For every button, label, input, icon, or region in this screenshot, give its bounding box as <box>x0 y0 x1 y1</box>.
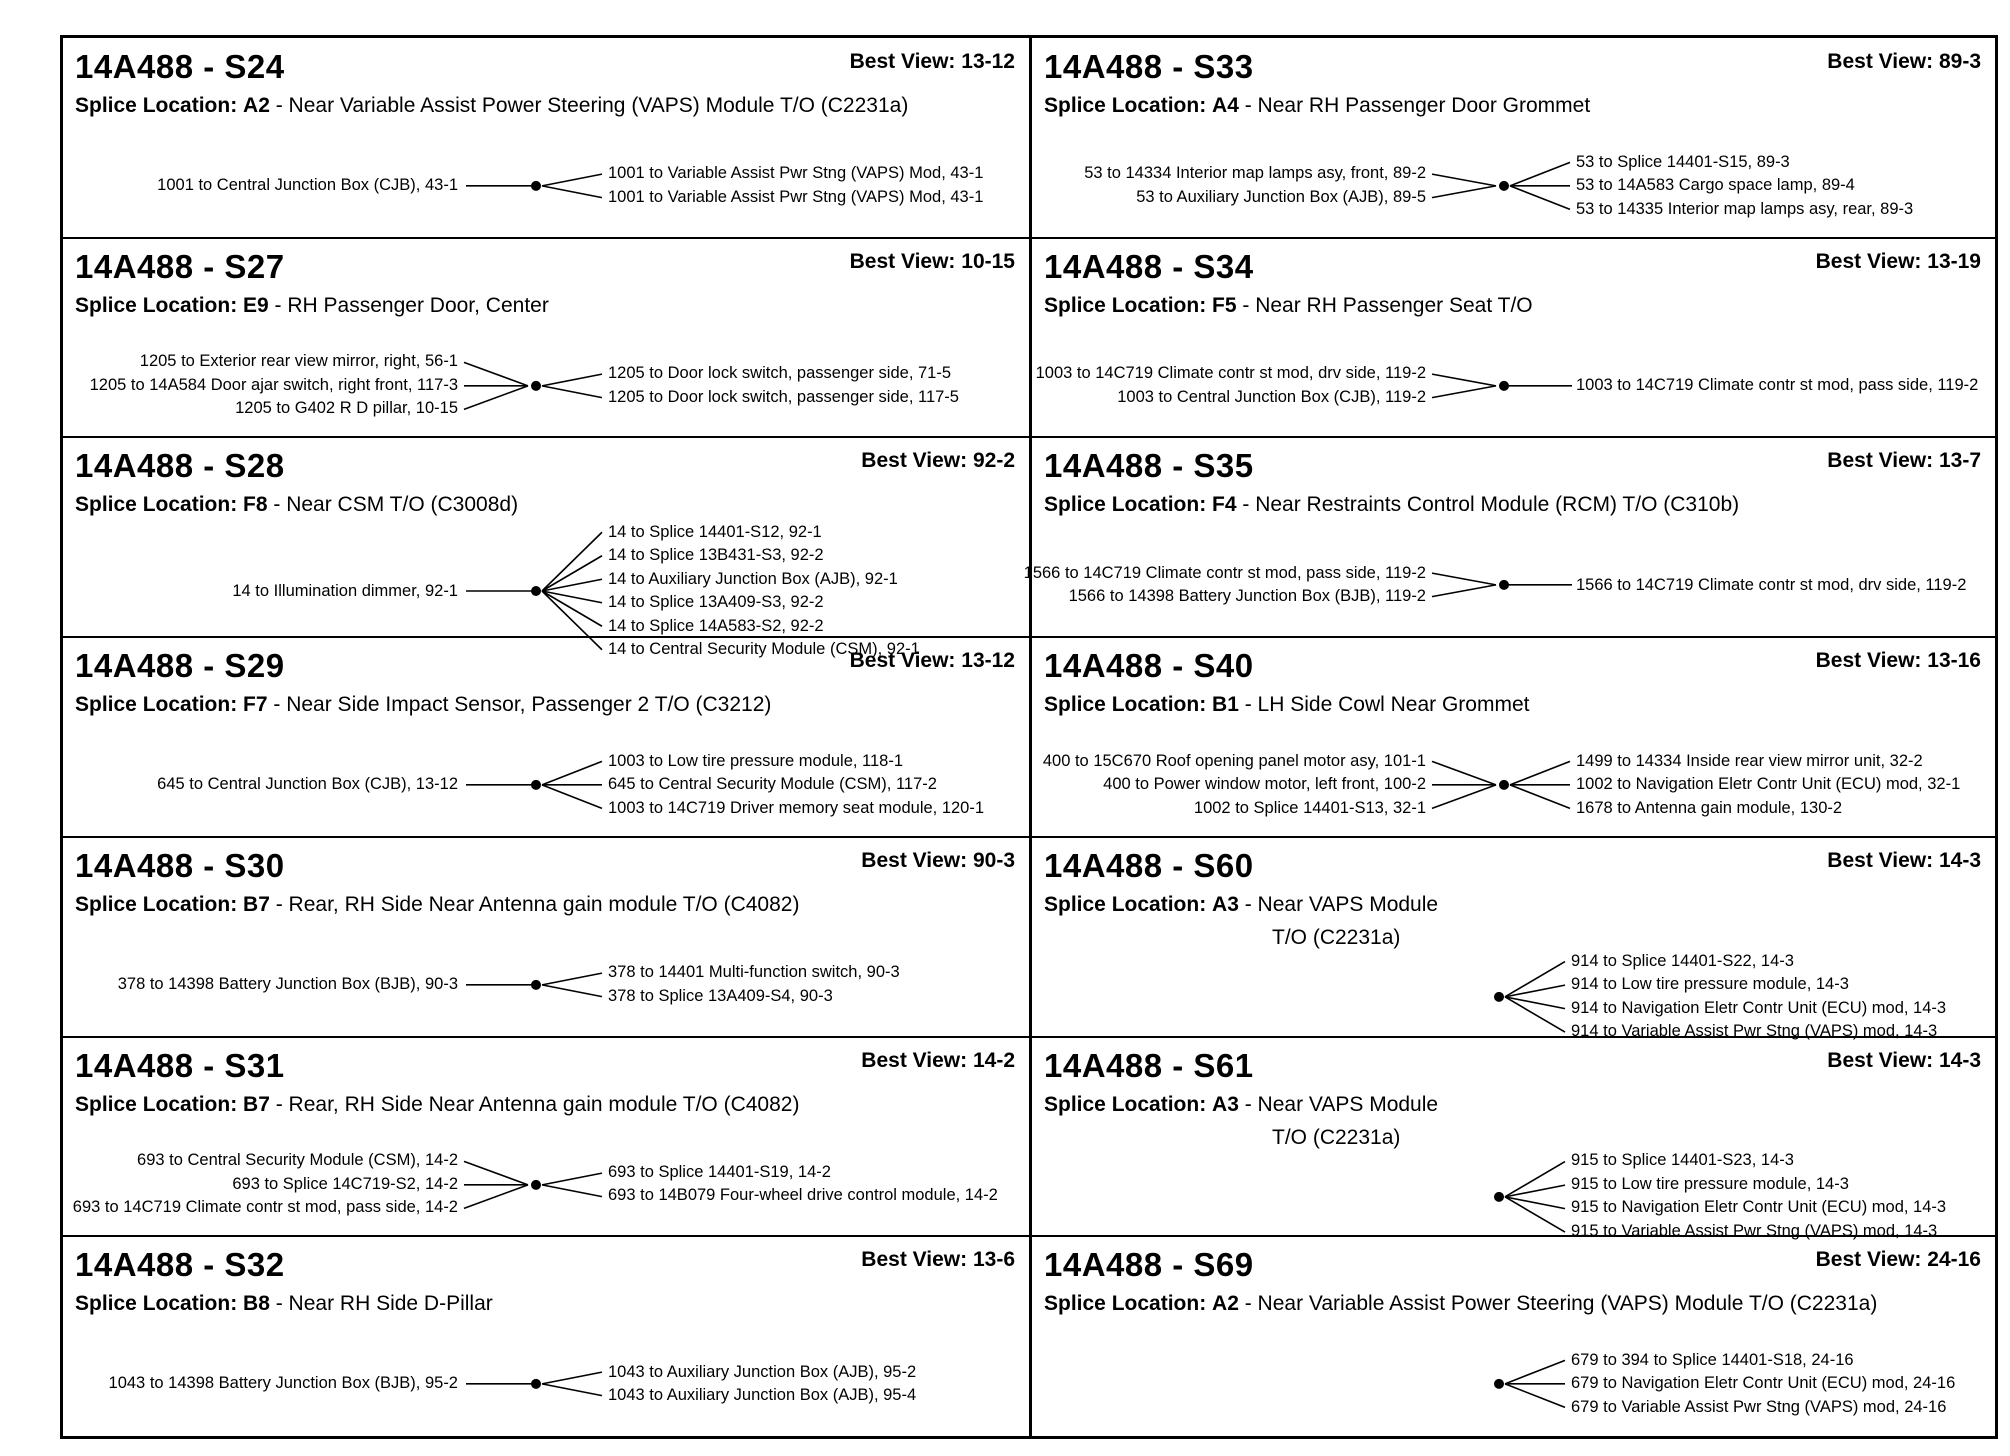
right-wire-line <box>542 386 602 398</box>
splice-location-code: B7 <box>243 892 270 916</box>
splice-dot <box>531 1379 541 1389</box>
left-wire-line <box>1432 374 1496 386</box>
splice-title: 14A488 - S30 <box>75 846 285 884</box>
splice-dot <box>1499 780 1509 790</box>
wire-label: 1002 to Navigation Eletr Contr Unit (ECU) mod, 32-1 <box>1576 775 1961 794</box>
best-view-value: 14-2 <box>972 1048 1015 1072</box>
right-wire-line <box>542 973 602 985</box>
splice-connector-diagram <box>63 437 1029 637</box>
best-view-label: Best View: <box>861 848 968 872</box>
splice-title: 14A488 - S24 <box>75 48 285 85</box>
wire-label: 915 to Variable Assist Pwr Stng (VAPS) mod, 14-3 <box>1571 1221 1938 1240</box>
splice-connector-diagram <box>63 637 1029 837</box>
wire-label: 679 to Variable Assist Pwr Stng (VAPS) mod, 24-16 <box>1571 1397 1947 1416</box>
wire-label: 693 to 14C719 Climate contr st mod, pass side, 14-2 <box>72 1198 458 1217</box>
splice-location-code: A2 <box>1212 1292 1239 1316</box>
splice-location-text: - Near CSM T/O (C3008d) <box>267 493 519 517</box>
wire-label: 1678 to Antenna gain module, 130-2 <box>1576 798 1843 817</box>
best-view-label: Best View: <box>1815 649 1922 673</box>
splice-cell <box>1032 837 1995 1041</box>
wire-label: 53 to 14334 Interior map lamps asy, front, 89-2 <box>1084 164 1426 183</box>
splice-title: 14A488 - S31 <box>75 1046 285 1084</box>
splice-title: 14A488 - S34 <box>1044 247 1254 285</box>
wire-label: 14 to Auxiliary Junction Box (AJB), 92-1 <box>608 569 898 588</box>
splice-title: 14A488 - S69 <box>1044 1246 1254 1284</box>
splice-location-label: Splice Location: <box>75 1092 238 1116</box>
right-wire-line <box>542 1384 602 1396</box>
best-view-label: Best View: <box>1815 1248 1922 1272</box>
wire-label: 14 to Splice 13A409-S3, 92-2 <box>608 593 824 612</box>
right-wire-line <box>1510 761 1570 785</box>
wire-label: 14 to Splice 14401-S12, 92-1 <box>608 522 822 541</box>
splice-location-text: - Near Side Impact Sensor, Passenger 2 T/O (C3212) <box>267 693 772 717</box>
best-view-value: 13-12 <box>961 50 1015 73</box>
best-view-label: Best View: <box>1827 449 1934 473</box>
best-view-value: 13-19 <box>1927 249 1981 273</box>
best-view-value: 10-15 <box>961 249 1015 273</box>
wire-label: 914 to Variable Assist Pwr Stng (VAPS) mod, 14-3 <box>1571 1022 1938 1041</box>
left-wire-line <box>464 362 528 386</box>
best-view-label: Best View: <box>1827 50 1934 73</box>
right-wire-line <box>1510 186 1570 210</box>
left-wire-line <box>1432 761 1496 785</box>
splice-location-code: F4 <box>1212 493 1237 517</box>
splice-dot <box>1494 1191 1504 1201</box>
best-view-value: 92-2 <box>972 449 1015 473</box>
wire-label: 1003 to 14C719 Climate contr st mod, pass side, 119-2 <box>1576 375 1979 394</box>
left-wire-line <box>1432 386 1496 398</box>
splice-cell <box>1032 1037 1995 1240</box>
splice-dot <box>531 780 541 790</box>
splice-connector-diagram <box>1032 1037 1995 1237</box>
best-view-value: 13-6 <box>972 1248 1015 1272</box>
best-view-value: 13-7 <box>1938 449 1981 473</box>
splice-location-text: - Near Variable Assist Power Steering (VAPS) Module T/O (C2231a) <box>269 94 909 117</box>
wire-label: 1205 to Door lock switch, passenger side, 71-5 <box>608 364 952 383</box>
wire-label: 1003 to Low tire pressure module, 118-1 <box>608 751 904 770</box>
splice-connector-diagram <box>63 238 1029 438</box>
wire-label: 693 to Splice 14C719-S2, 14-2 <box>232 1174 458 1193</box>
splice-location-code: F8 <box>243 493 268 517</box>
right-wire-line <box>1510 785 1570 809</box>
wire-label: 914 to Low tire pressure module, 14-3 <box>1571 975 1849 994</box>
splice-location-code: A3 <box>1212 1092 1239 1116</box>
splice-location-text: - Near VAPS Module <box>1238 892 1439 916</box>
wire-label: 693 to 14B079 Four-wheel drive control module, 14-2 <box>608 1186 998 1205</box>
splice-location-text: - Near Restraints Control Module (RCM) T/O (C310b) <box>1236 493 1740 517</box>
splice-dot <box>531 1179 541 1189</box>
left-wire-line <box>1432 574 1496 586</box>
splice-location-label: Splice Location: <box>1044 693 1207 717</box>
best-view-value: 14-3 <box>1938 1048 1981 1072</box>
wire-label: 14 to Splice 14A583-S2, 92-2 <box>608 616 824 635</box>
best-view-value: 24-16 <box>1927 1248 1981 1272</box>
splice-location-label: Splice Location: <box>75 1292 238 1316</box>
splice-dot <box>531 181 541 191</box>
splice-cell <box>63 1037 1029 1237</box>
splice-dot <box>1494 992 1504 1002</box>
wire-label: 53 to Auxiliary Junction Box (AJB), 89-5 <box>1136 187 1426 206</box>
left-wire-line <box>1432 785 1496 809</box>
right-wire-line <box>542 374 602 386</box>
splice-title: 14A488 - S60 <box>1044 846 1254 884</box>
left-wire-line <box>464 386 528 410</box>
splice-cell <box>63 837 1029 1037</box>
right-wire-line <box>542 174 602 186</box>
splice-dot <box>531 980 541 990</box>
wire-label: 693 to Central Security Module (CSM), 14-2 <box>137 1151 458 1170</box>
splice-connector-diagram <box>63 837 1029 1037</box>
splice-cell <box>63 38 1029 238</box>
splice-dot <box>1494 1379 1504 1389</box>
splice-title: 14A488 - S40 <box>1044 647 1254 685</box>
splice-location-code: A4 <box>1212 94 1239 117</box>
splice-location-code: A3 <box>1212 892 1239 916</box>
right-wire-line <box>542 1173 602 1185</box>
splice-location-text-2: T/O (C2231a) <box>1272 925 1401 949</box>
splice-location-label: Splice Location: <box>75 293 238 317</box>
splice-cell <box>63 1236 1029 1436</box>
splice-location-text: - LH Side Cowl Near Grommet <box>1238 693 1530 717</box>
splice-connector-diagram <box>1032 637 1995 837</box>
best-view-label: Best View: <box>1827 848 1934 872</box>
splice-table <box>60 35 1998 1439</box>
splice-location-label: Splice Location: <box>1044 892 1207 916</box>
splice-title: 14A488 - S61 <box>1044 1046 1254 1084</box>
best-view-label: Best View: <box>849 649 956 673</box>
right-wire-line <box>1505 1361 1565 1385</box>
splice-connector-diagram <box>63 1236 1029 1436</box>
wire-label: 14 to Splice 13B431-S3, 92-2 <box>608 546 824 565</box>
best-view-value: 13-12 <box>961 649 1015 673</box>
splice-location-code: B7 <box>243 1092 270 1116</box>
splice-location-label: Splice Location: <box>75 94 238 117</box>
right-wire-line <box>542 785 602 809</box>
splice-connector-diagram <box>63 1037 1029 1237</box>
best-view-label: Best View: <box>861 449 968 473</box>
wire-label: 645 to Central Junction Box (CJB), 13-12 <box>157 775 458 794</box>
splice-title: 14A488 - S35 <box>1044 447 1254 485</box>
wire-label: 1205 to Exterior rear view mirror, right, 56-1 <box>139 352 458 371</box>
best-view-value: 89-3 <box>1938 50 1981 73</box>
splice-dot <box>1499 181 1509 191</box>
wire-label: 378 to 14401 Multi-function switch, 90-3 <box>608 963 900 982</box>
wire-label: 1205 to 14A584 Door ajar switch, right front, 117-3 <box>89 375 458 394</box>
splice-title: 14A488 - S27 <box>75 247 285 285</box>
wire-label: 400 to 15C670 Roof opening panel motor asy, 101-1 <box>1042 751 1426 770</box>
wire-label: 1001 to Variable Assist Pwr Stng (VAPS) Mod, 43-1 <box>608 164 984 183</box>
right-wire-line <box>542 985 602 997</box>
splice-location-text: - Rear, RH Side Near Antenna gain module T/O (C4082) <box>269 1092 800 1116</box>
left-wire-line <box>1432 174 1496 186</box>
best-view-label: Best View: <box>1827 1048 1934 1072</box>
wire-label: 14 to Illumination dimmer, 92-1 <box>232 581 458 600</box>
best-view-value: 90-3 <box>972 848 1015 872</box>
right-wire-line <box>542 1184 602 1196</box>
splice-title: 14A488 - S28 <box>75 447 285 485</box>
splice-dot <box>1499 381 1509 391</box>
splice-location-text: - RH Passenger Door, Center <box>268 293 549 317</box>
wire-label: 914 to Splice 14401-S22, 14-3 <box>1571 951 1794 970</box>
splice-location-code: B1 <box>1212 693 1239 717</box>
splice-location-label: Splice Location: <box>1044 94 1207 117</box>
best-view-label: Best View: <box>861 1248 968 1272</box>
splice-dot <box>531 381 541 391</box>
wire-label: 378 to 14398 Battery Junction Box (BJB), 90-3 <box>117 974 458 993</box>
wire-label: 1002 to Splice 14401-S13, 32-1 <box>1193 798 1426 817</box>
splice-title: 14A488 - S32 <box>75 1246 285 1284</box>
wire-label: 1566 to 14C719 Climate contr st mod, pass side, 119-2 <box>1023 563 1426 582</box>
wire-label: 400 to Power window motor, left front, 100-2 <box>1103 775 1426 794</box>
splice-location-code: B8 <box>243 1292 270 1316</box>
splice-dot <box>531 586 541 596</box>
splice-location-text: - Rear, RH Side Near Antenna gain module T/O (C4082) <box>269 892 800 916</box>
wire-label: 679 to 394 to Splice 14401-S18, 24-16 <box>1571 1350 1854 1369</box>
splice-cell <box>1032 38 1995 238</box>
splice-cell <box>1023 437 1995 637</box>
splice-cell <box>1032 238 1995 438</box>
wire-label: 1003 to 14C719 Climate contr st mod, drv side, 119-2 <box>1035 364 1426 383</box>
splice-connector-diagram <box>1032 38 1995 238</box>
splice-location-code: F7 <box>243 693 268 717</box>
wire-label: 1205 to G402 R D pillar, 10-15 <box>235 399 458 418</box>
splice-location-label: Splice Location: <box>1044 1292 1207 1316</box>
left-wire-line <box>464 1161 528 1185</box>
splice-location-text: - Near Variable Assist Power Steering (VAPS) Module T/O (C2231a) <box>1238 1292 1878 1316</box>
wire-label: 915 to Navigation Eletr Contr Unit (ECU) mod, 14-3 <box>1571 1198 1947 1217</box>
splice-location-label: Splice Location: <box>1044 493 1207 517</box>
wire-label: 1043 to 14398 Battery Junction Box (BJB), 95-2 <box>108 1374 458 1393</box>
splice-title: 14A488 - S29 <box>75 647 285 685</box>
wire-label: 1499 to 14334 Inside rear view mirror unit, 32-2 <box>1576 751 1923 770</box>
wire-label: 1001 to Central Junction Box (CJB), 43-1 <box>157 176 458 195</box>
wire-label: 14 to Central Security Module (CSM), 92-1 <box>608 640 920 659</box>
wire-label: 1566 to 14C719 Climate contr st mod, drv side, 119-2 <box>1576 575 1967 594</box>
right-wire-line <box>542 761 602 785</box>
splice-connector-diagram <box>1032 238 1995 438</box>
splice-dot <box>1499 580 1509 590</box>
left-wire-line <box>1432 186 1496 198</box>
splice-location-code: A2 <box>243 94 270 117</box>
splice-location-text: - Near RH Side D-Pillar <box>269 1292 493 1316</box>
wire-label: 1001 to Variable Assist Pwr Stng (VAPS) Mod, 43-1 <box>608 187 984 206</box>
splice-location-code: F5 <box>1212 293 1237 317</box>
right-wire-line <box>1510 162 1570 186</box>
best-view-label: Best View: <box>849 50 956 73</box>
wire-label: 1566 to 14398 Battery Junction Box (BJB), 119-2 <box>1068 587 1426 606</box>
wire-label: 693 to Splice 14401-S19, 14-2 <box>608 1162 831 1181</box>
splice-title: 14A488 - S33 <box>1044 48 1254 85</box>
splice-cell <box>63 238 1029 438</box>
wire-label: 915 to Low tire pressure module, 14-3 <box>1571 1174 1849 1193</box>
wire-label: 53 to 14335 Interior map lamps asy, rear, 89-3 <box>1576 199 1914 218</box>
best-view-label: Best View: <box>861 1048 968 1072</box>
wire-label: 1003 to 14C719 Driver memory seat module, 120-1 <box>608 798 985 817</box>
right-wire-line <box>542 186 602 198</box>
splice-location-text-2: T/O (C2231a) <box>1272 1125 1401 1149</box>
left-wire-line <box>464 1184 528 1208</box>
wire-label: 1043 to Auxiliary Junction Box (AJB), 95-4 <box>608 1386 917 1405</box>
splice-location-label: Splice Location: <box>75 693 238 717</box>
splice-cell <box>63 437 1029 659</box>
wire-label: 1205 to Door lock switch, passenger side, 117-5 <box>608 387 959 406</box>
splice-cell <box>63 637 1029 837</box>
splice-location-text: - Near RH Passenger Door Grommet <box>1238 94 1591 117</box>
splice-location-label: Splice Location: <box>1044 293 1207 317</box>
splice-connector-diagram <box>1032 437 1995 637</box>
splice-cell <box>1032 637 1995 837</box>
right-wire-line <box>542 1372 602 1384</box>
right-wire-line <box>1505 1384 1565 1408</box>
best-view-label: Best View: <box>1815 249 1922 273</box>
splice-location-label: Splice Location: <box>1044 1092 1207 1116</box>
splice-location-text: - Near RH Passenger Seat T/O <box>1236 293 1533 317</box>
splice-connector-diagram <box>1032 837 1995 1037</box>
wire-label: 53 to Splice 14401-S15, 89-3 <box>1576 152 1790 171</box>
wire-label: 378 to Splice 13A409-S4, 90-3 <box>608 986 833 1005</box>
wire-label: 915 to Splice 14401-S23, 14-3 <box>1571 1151 1794 1170</box>
wire-label: 914 to Navigation Eletr Contr Unit (ECU) mod, 14-3 <box>1571 998 1947 1017</box>
wire-label: 53 to 14A583 Cargo space lamp, 89-4 <box>1576 176 1855 195</box>
splice-location-code: E9 <box>243 293 269 317</box>
splice-location-label: Splice Location: <box>75 493 238 517</box>
best-view-value: 14-3 <box>1938 848 1981 872</box>
wire-label: 1043 to Auxiliary Junction Box (AJB), 95-2 <box>608 1362 917 1381</box>
splice-connector-diagram <box>1032 1236 1995 1436</box>
splice-cell <box>1032 1236 1995 1436</box>
splice-location-label: Splice Location: <box>75 892 238 916</box>
wire-label: 679 to Navigation Eletr Contr Unit (ECU) mod, 24-16 <box>1571 1374 1956 1393</box>
wire-label: 1003 to Central Junction Box (CJB), 119-2 <box>1117 387 1426 406</box>
splice-location-text: - Near VAPS Module <box>1238 1092 1439 1116</box>
best-view-value: 13-16 <box>1927 649 1981 673</box>
best-view-label: Best View: <box>849 249 956 273</box>
splice-connector-diagram <box>63 38 1029 238</box>
left-wire-line <box>1432 585 1496 597</box>
wire-label: 645 to Central Security Module (CSM), 117-2 <box>608 775 937 794</box>
